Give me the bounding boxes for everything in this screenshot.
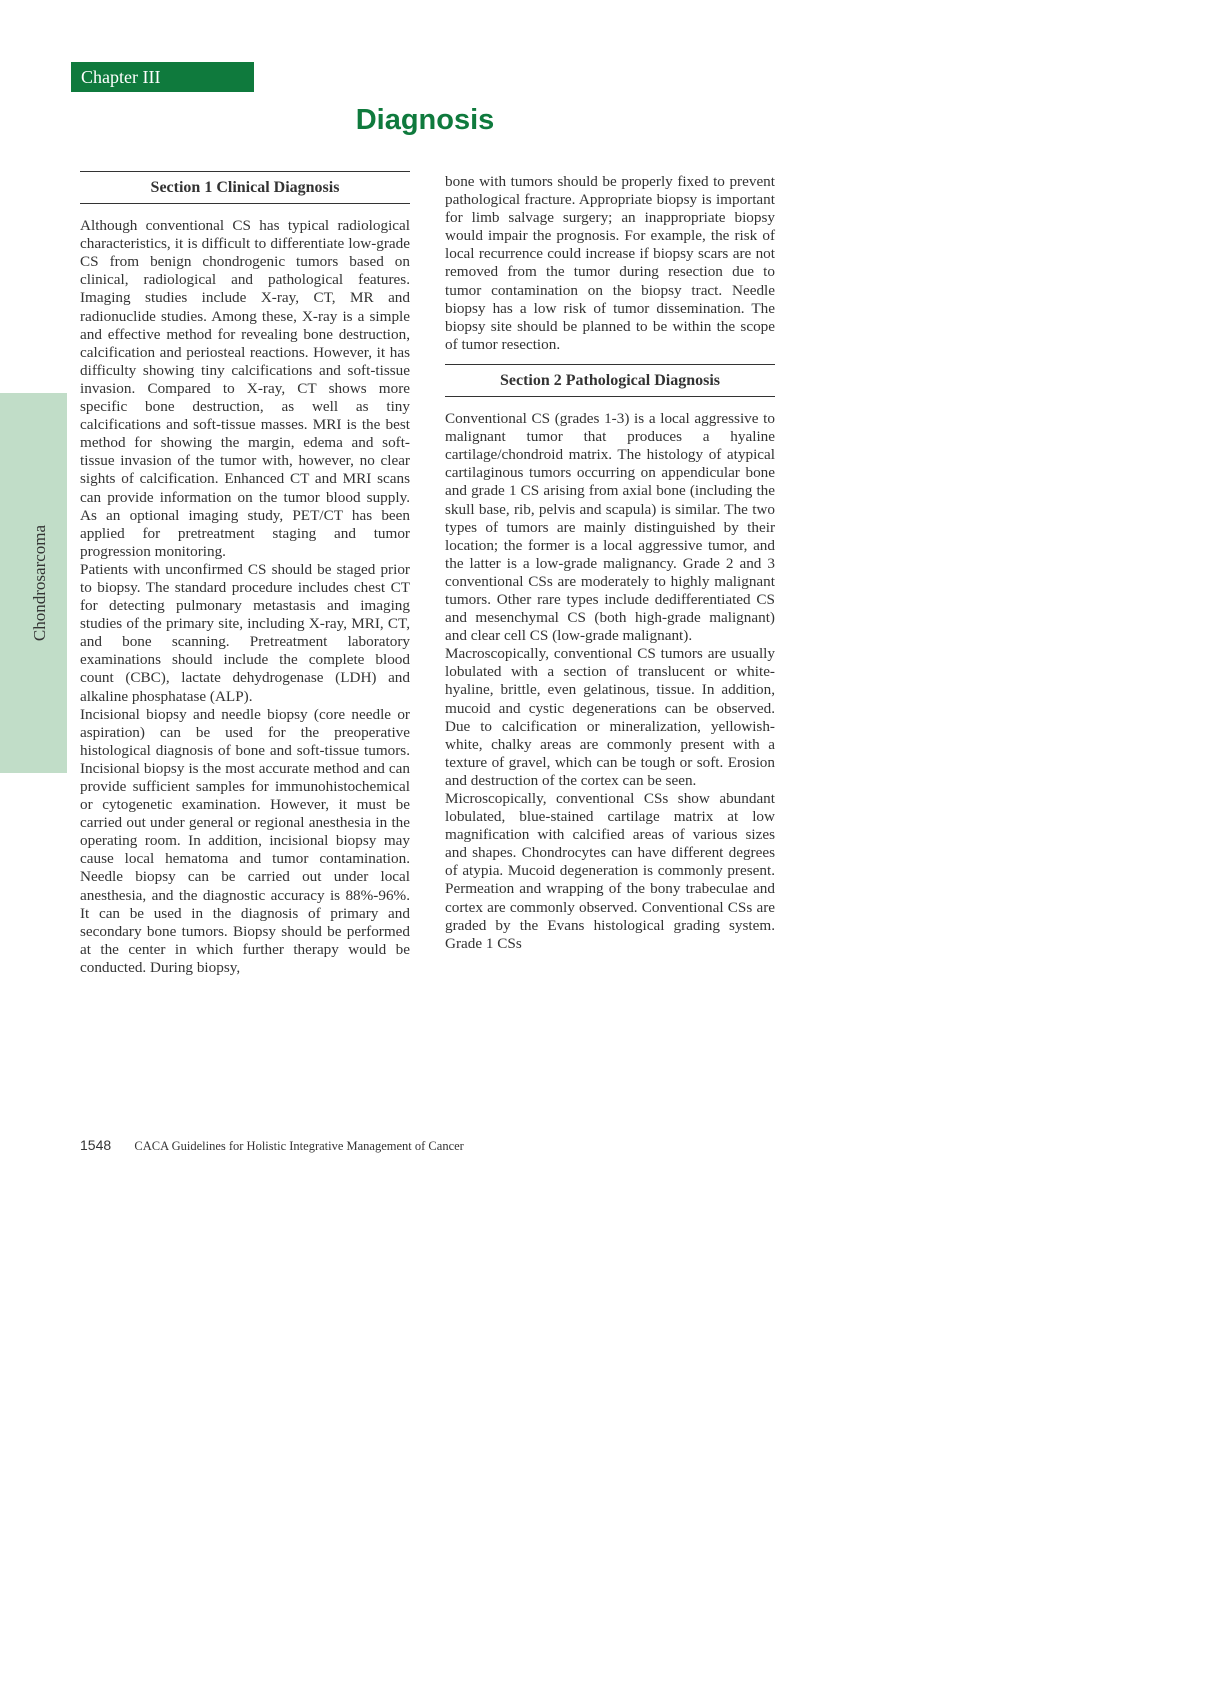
- paragraph: Although conventional CS has typical radiological characteristics, it is difficult to differentiate low-grade CS from benign chondrogenic tumors based on clinical, radiological and pathological features. Imaging studies include X-ray, CT, MR and radionuclide studies. Among these, X-ray is a simple and effective method for revealing bone destruction, calcification and periosteal reactions. However, it has difficulty showing tiny calcifications and soft-tissue invasion. Compared to X-ray, CT shows more specific bone destruction, as well as tiny calcifications and soft-tissue masses. MRI is the best method for showing the margin, edema and soft-tissue invasion of the tumor with, however, no clear sights of calcification. Enhanced CT and MRI scans can provide information on the tumor blood supply. As an optional imaging study, PET/CT has been applied for pretreatment staging and tumor progression monitoring.: [80, 217, 410, 560]
- page-number: 1548: [80, 1137, 112, 1153]
- chapter-label: Chapter III: [81, 67, 161, 87]
- paragraph: Macroscopically, conventional CS tumors are usually lobulated with a section of translucent or white-hyaline, brittle, even gelatinous, tissue. In addition, mucoid and cystic degenerations can be observed. Due to calcification or mineralization, yellowish-white, chalky areas are commonly present with a texture of gravel, which can be tough or soft. Erosion and destruction of the cortex can be seen.: [445, 645, 775, 789]
- paragraph: Incisional biopsy and needle biopsy (core needle or aspiration) can be used for the preoperative histological diagnosis of bone and soft-tissue tumors. Incisional biopsy is the most accurate method and can provide sufficient samples for immunohistochemical or cytogenetic examination. However, it must be carried out under general or regional anesthesia in the operating room. In addition, incisional biopsy may cause local hematoma and tumor contamination. Needle biopsy can be carried out under local anesthesia, and the diagnostic accuracy is 88%-96%. It can be used in the diagnosis of primary and secondary bone tumors. Biopsy should be performed at the center in which further therapy would be conducted. During biopsy,: [80, 705, 410, 976]
- paragraph: bone with tumors should be properly fixed to prevent pathological fracture. Appropriate biopsy is important for limb salvage surgery; an inappropriate biopsy would impair the prognosis. For example, the risk of local recurrence could increase if biopsy scars are not removed from the tumor during resection due to tumor contamination on the biopsy tract. Needle biopsy has a low risk of tumor dissemination. The biopsy site should be planned to be within the scope of tumor resection.: [445, 173, 775, 353]
- paragraph: Microscopically, conventional CSs show abundant lobulated, blue-stained cartilage matrix at low magnification with calcified areas of various sizes and shapes. Chondrocytes can have different degrees of atypia. Mucoid degeneration is commonly present. Permeation and wrapping of the bony trabeculae and cortex are commonly observed. Conventional CSs are graded by the Evans histological grading system. Grade 1 CSs: [445, 790, 775, 952]
- paragraph: Patients with unconfirmed CS should be staged prior to biopsy. The standard procedure includes chest CT for detecting pulmonary metastasis and imaging studies of the primary site, including X-ray, MRI, CT, and bone scanning. Pretreatment laboratory examinations should include the complete blood count (CBC), lactate dehydrogenase (LDH) and alkaline phosphatase (ALP).: [80, 560, 410, 705]
- left-column: [80, 171, 410, 977]
- page-title: Diagnosis: [355, 104, 495, 136]
- right-column: [445, 173, 775, 953]
- section-heading-clinical: Section 1 Clinical Diagnosis: [80, 171, 410, 204]
- chapter-tab: [71, 62, 254, 92]
- page-footer: [80, 1137, 464, 1154]
- side-tab-label: Chondrosarcoma: [30, 524, 49, 642]
- paragraph: Conventional CS (grades 1-3) is a local aggressive to malignant tumor that produces a hyaline cartilage/chondroid matrix. The histology of atypical cartilaginous tumors occurring on appendicular bone and grade 1 CS arising from axial bone (including the skull base, rib, pelvis and scapula) is similar. The two types of tumors are mainly distinguished by their location; the former is a local aggressive tumor, and the latter is a low-grade malignancy. Grade 2 and 3 conventional CSs are moderately to highly malignant tumors. Other rare types include dedifferentiated CS and mesenchymal CS (both high-grade malignant) and clear cell CS (low-grade malignant).: [445, 410, 775, 645]
- section-heading-pathological: Section 2 Pathological Diagnosis: [445, 364, 775, 397]
- footer-title: CACA Guidelines for Holistic Integrative Management of Cancer: [134, 1139, 464, 1153]
